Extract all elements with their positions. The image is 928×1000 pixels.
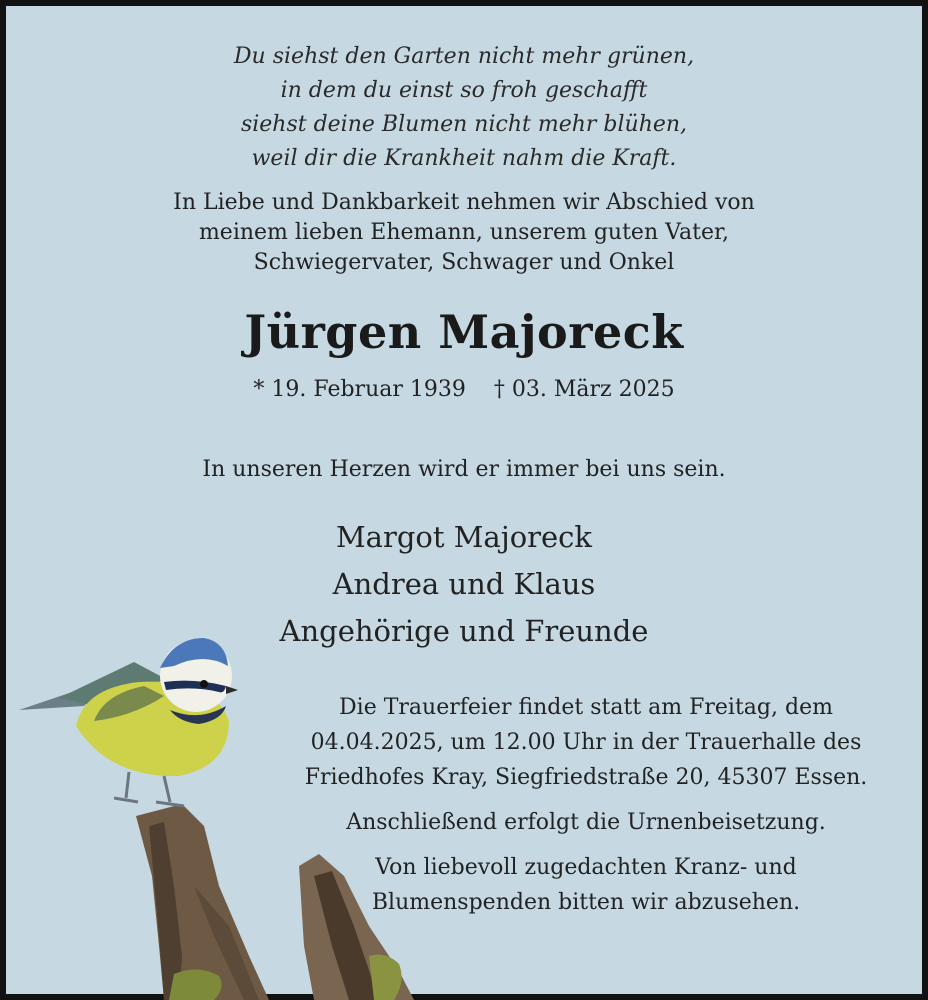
life-dates — [6, 374, 922, 406]
poem-line: Du siehst den Garten nicht mehr grünen, — [233, 44, 695, 69]
poem — [6, 40, 922, 176]
flowers-note — [264, 850, 908, 920]
burial-note: Anschließend erfolgt die Urnenbeisetzung. — [346, 810, 826, 835]
mourner: Margot Majoreck — [335, 520, 592, 554]
service-line: Friedhofes Kray, Siegfriedstraße 20, 45307 Essen. — [304, 765, 868, 790]
mourner: Angehörige und Freunde — [279, 614, 649, 648]
service-announcement — [264, 690, 908, 795]
remembrance-line: In unseren Herzen wird er immer bei uns sein. — [202, 457, 726, 482]
service-line: 04.04.2025, um 12.00 Uhr in der Trauerhalle des — [310, 730, 862, 755]
flowers-line: Blumenspenden bitten wir abzusehen. — [371, 890, 801, 915]
birth-date: * 19. Februar 1939 — [253, 377, 466, 402]
blue-tit-bird — [19, 638, 238, 806]
deceased-name: Jürgen Majoreck — [244, 305, 684, 359]
farewell-intro — [6, 188, 922, 278]
mourner: Andrea und Klaus — [332, 567, 596, 601]
poem-line: siehst deine Blumen nicht mehr blühen, — [240, 112, 688, 137]
service-details — [264, 690, 908, 930]
poem-line: in dem du einst so froh geschafft — [280, 78, 648, 103]
intro-line: In Liebe und Dankbarkeit nehmen wir Abschied von — [173, 190, 755, 215]
poem-line: weil dir die Krankheit nahm die Kraft. — [251, 146, 677, 171]
flowers-line: Von liebevoll zugedachten Kranz- und — [375, 855, 797, 880]
intro-line: meinem lieben Ehemann, unserem guten Vater, — [198, 220, 730, 245]
intro-line: Schwiegervater, Schwager und Onkel — [253, 250, 675, 275]
service-line: Die Trauerfeier findet statt am Freitag, dem — [339, 695, 833, 720]
death-date: † 03. März 2025 — [493, 377, 675, 402]
